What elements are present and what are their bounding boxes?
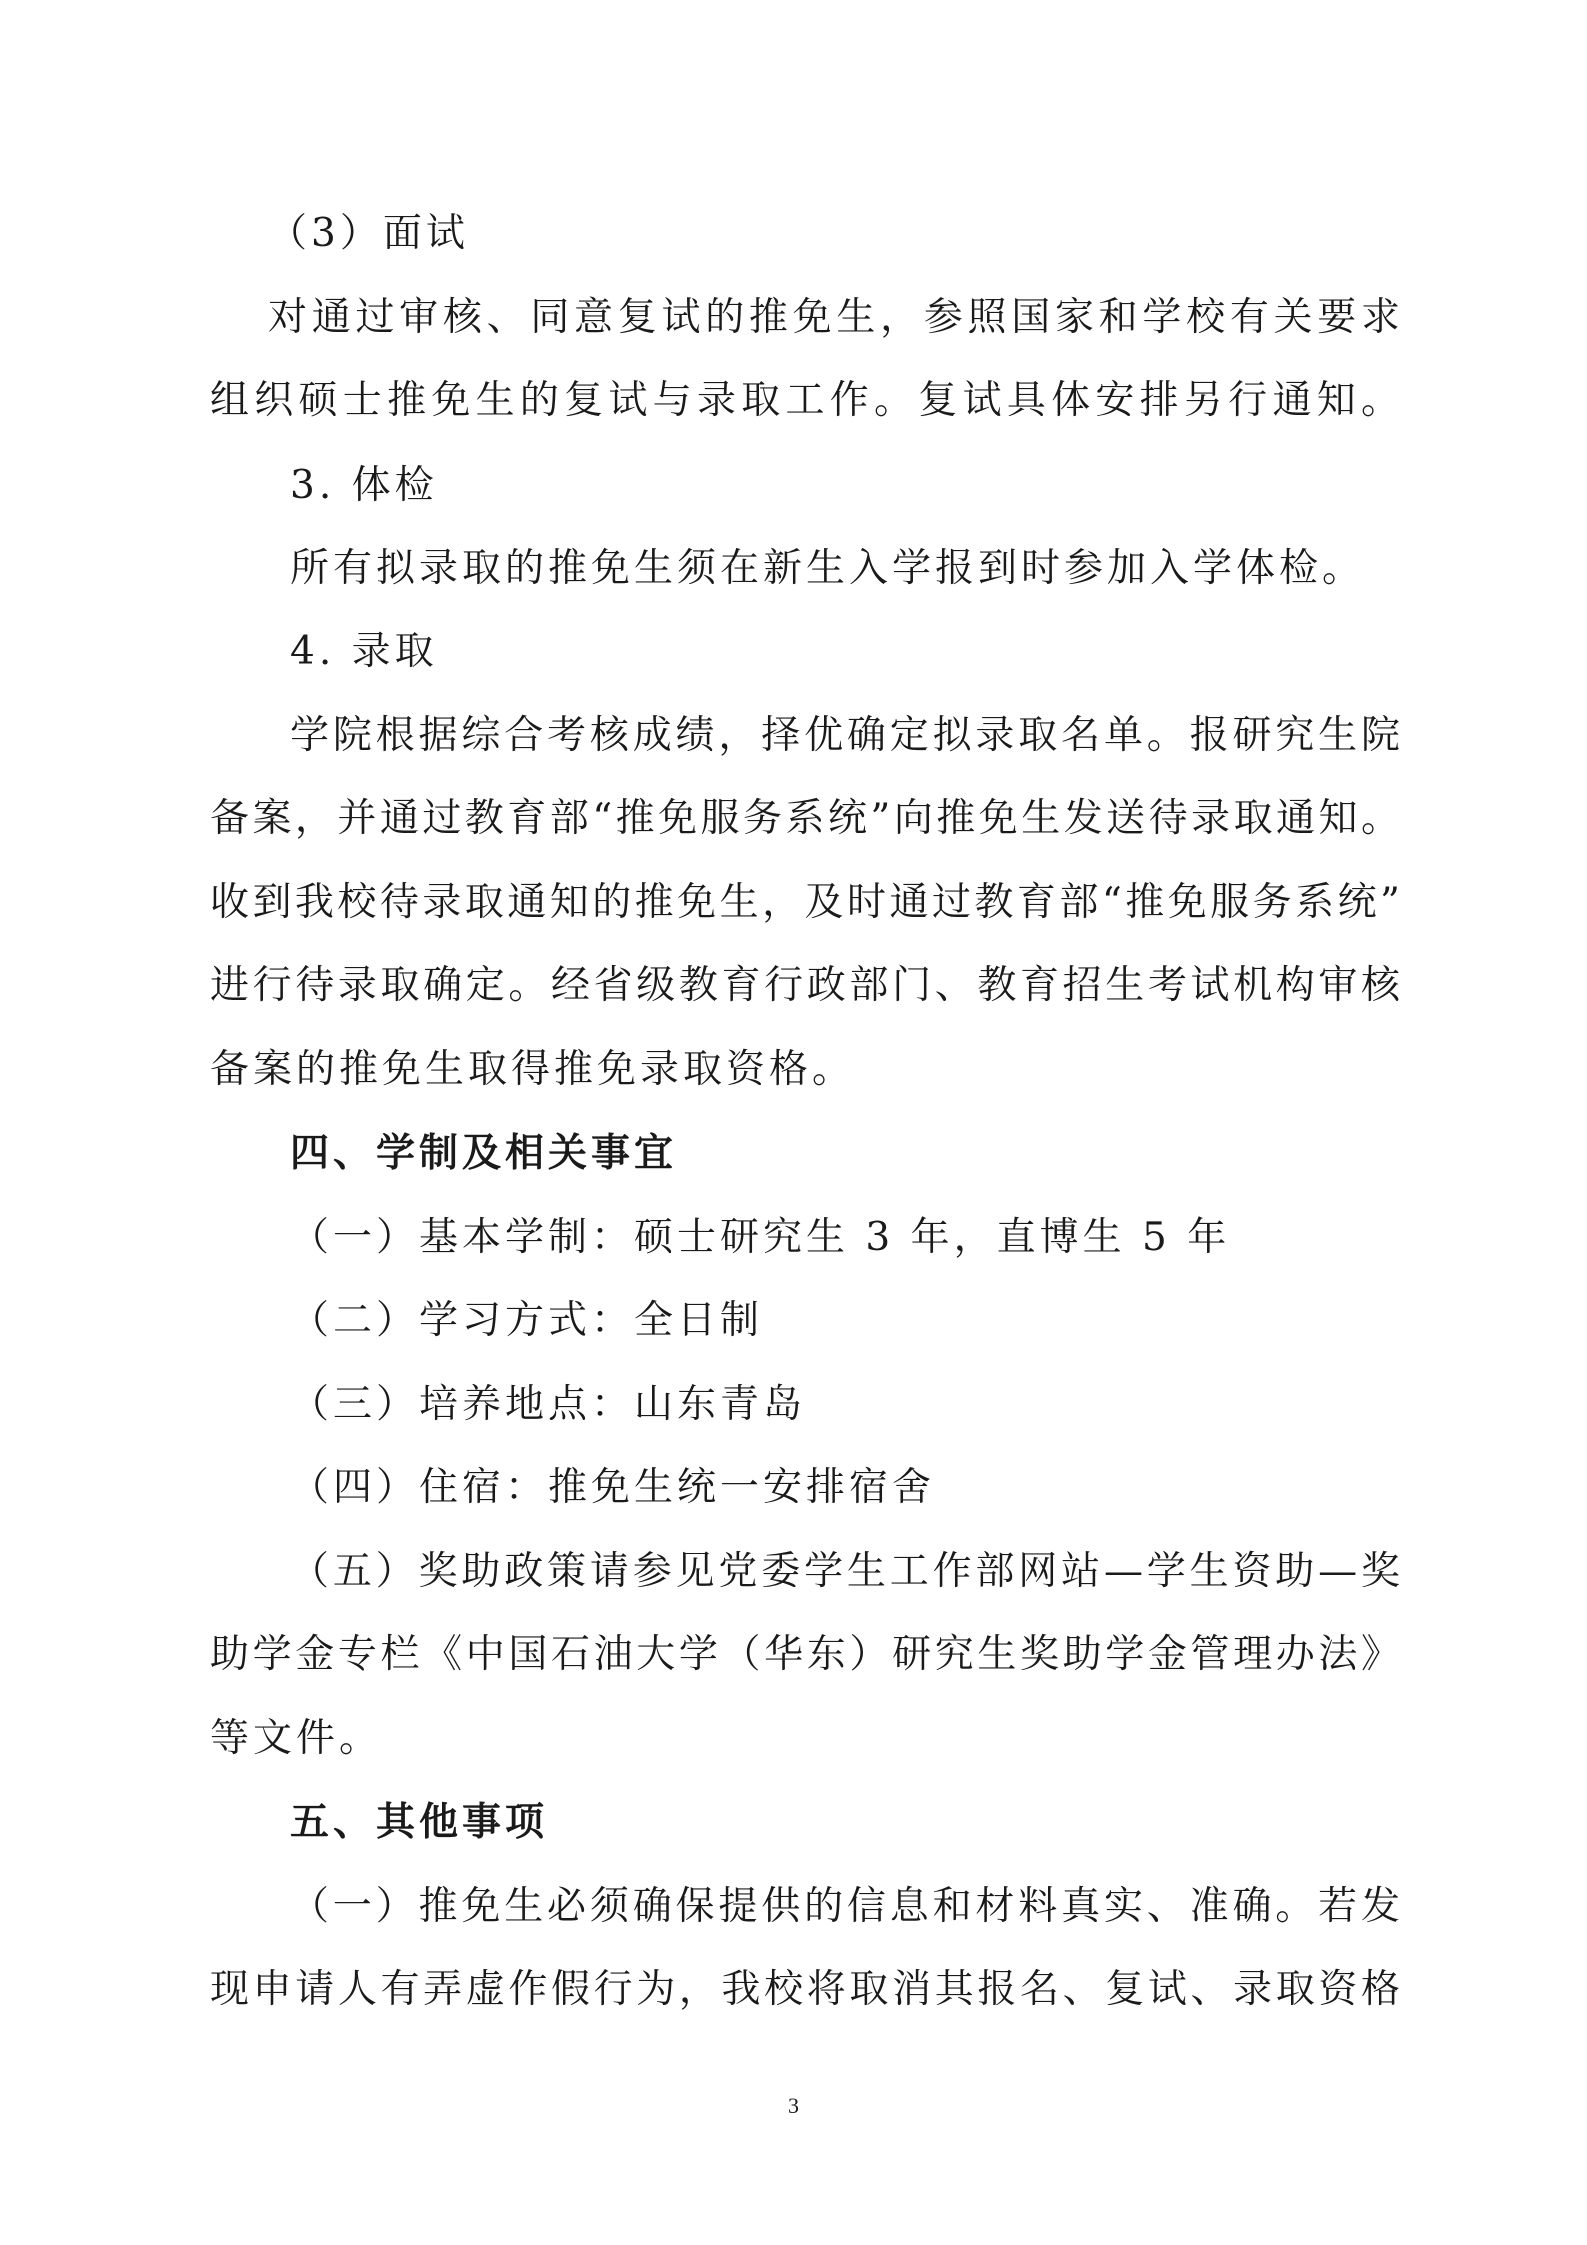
section-heading-admission: 4. 录取 xyxy=(290,629,438,674)
section-heading-physical-exam: 3. 体检 xyxy=(290,463,438,508)
paragraph-line: 收到我校待录取通知的推免生，及时通过教育部“推免服务系统” xyxy=(210,880,1400,925)
paragraph-line: 对通过审核、同意复试的推免生，参照国家和学校有关要求 xyxy=(268,295,1400,340)
list-item: （一）推免生必须确保提供的信息和材料真实、准确。若发 xyxy=(290,1884,1400,1929)
subsection-heading-interview: （3）面试 xyxy=(268,211,469,256)
section-heading-other-matters: 五、其他事项 xyxy=(290,1800,549,1845)
list-item: （四）住宿：推免生统一安排宿舍 xyxy=(290,1465,936,1510)
list-item: （三）培养地点：山东青岛 xyxy=(290,1382,807,1427)
list-item: （五）奖助政策请参见党委学生工作部网站—学生资助—奖 xyxy=(290,1549,1400,1594)
page-number: 3 xyxy=(788,2093,799,2118)
paragraph-line: 助学金专栏《中国石油大学（华东）研究生奖助学金管理办法》 xyxy=(210,1632,1400,1677)
section-heading-study-system: 四、学制及相关事宜 xyxy=(290,1131,678,1176)
paragraph-line: 学院根据综合考核成绩，择优确定拟录取名单。报研究生院 xyxy=(290,713,1400,758)
paragraph-line: 等文件。 xyxy=(210,1716,383,1761)
paragraph-line: 备案，并通过教育部“推免服务系统”向推免生发送待录取通知。 xyxy=(210,796,1400,841)
paragraph-line: 组织硕士推免生的复试与录取工作。复试具体安排另行通知。 xyxy=(210,378,1400,423)
paragraph-line: 进行待录取确定。经省级教育行政部门、教育招生考试机构审核 xyxy=(210,963,1400,1008)
list-item: （二）学习方式：全日制 xyxy=(290,1298,764,1343)
paragraph-line: 备案的推免生取得推免录取资格。 xyxy=(210,1047,856,1092)
paragraph-line: 现申请人有弄虚作假行为，我校将取消其报名、复试、录取资格 xyxy=(210,1967,1400,2012)
paragraph-line: 所有拟录取的推免生须在新生入学报到时参加入学体检。 xyxy=(290,546,1366,591)
list-item: （一）基本学制：硕士研究生 3 年，直博生 5 年 xyxy=(290,1215,1231,1260)
